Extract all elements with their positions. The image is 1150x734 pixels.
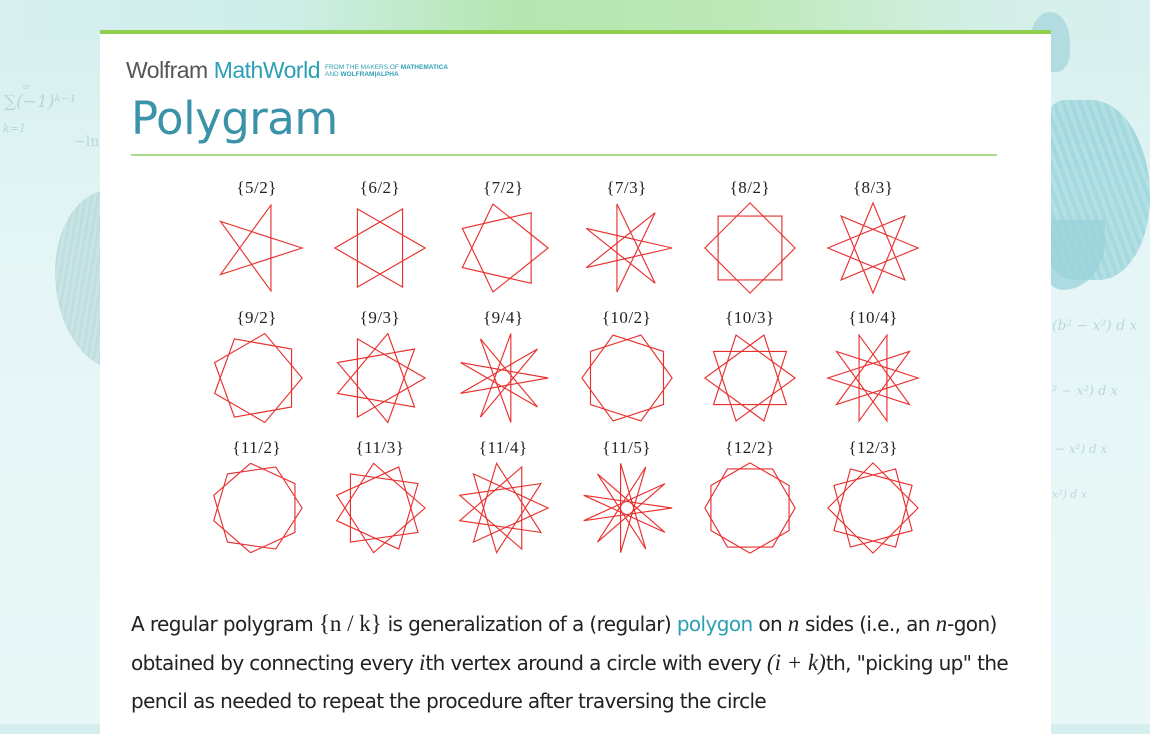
polygram-label: {8/2} xyxy=(729,178,771,197)
polygram-cell xyxy=(442,176,565,306)
polygram-label: {9/3} xyxy=(359,308,401,327)
tagline-prefix-2: AND xyxy=(324,70,341,78)
polygram-cell xyxy=(565,306,688,436)
text: is generalization of a (regular) xyxy=(381,612,677,636)
polygram-cell xyxy=(442,306,565,436)
polygram-label: {7/3} xyxy=(606,178,647,197)
polygram-star-icon xyxy=(825,460,921,556)
polygram-cell xyxy=(195,176,318,306)
polygram-star-icon xyxy=(209,330,305,426)
polygram-cell xyxy=(318,176,441,306)
polygram-label: {10/3} xyxy=(725,308,775,327)
polygram-star-icon xyxy=(825,200,921,296)
polygram-star-icon xyxy=(579,330,675,426)
polygram-label: {8/3} xyxy=(852,178,894,197)
polygram-label: {11/2} xyxy=(232,438,282,457)
polygram-star-icon xyxy=(455,200,551,296)
background-formula-right-1: (b² − x²) d x xyxy=(1052,318,1138,334)
polygram-cell xyxy=(811,436,934,566)
polygram-cell xyxy=(195,436,318,566)
polygram-star-icon xyxy=(332,330,428,426)
polygram-star-icon xyxy=(209,200,305,296)
background-formula-ln: −ln xyxy=(74,134,100,150)
polygram-star-icon xyxy=(825,330,921,426)
polygram-figure xyxy=(195,176,935,566)
polygram-label: {9/4} xyxy=(482,308,524,327)
polygram-cell xyxy=(688,306,811,436)
polygram-label: {11/5} xyxy=(602,438,651,457)
polygram-star-icon xyxy=(455,460,551,556)
polygram-star-icon xyxy=(702,330,798,426)
polygram-label: {5/2} xyxy=(236,178,277,197)
polygram-cell xyxy=(195,306,318,436)
logo-wolfram-text: Wolfram xyxy=(126,57,208,83)
polygram-star-icon xyxy=(702,460,798,556)
polygram-cell xyxy=(811,306,934,436)
logo-mathworld-text: MathWorld xyxy=(213,57,320,83)
background-formula-right-2: ² − x²) d x xyxy=(1052,384,1118,399)
polygram-label: {11/4} xyxy=(478,438,528,457)
math-n-over-k: {n / k} xyxy=(318,611,382,636)
polygram-cell xyxy=(442,436,565,566)
text: sides (i.e., an xyxy=(799,612,936,636)
polygram-label: {9/2} xyxy=(236,308,277,327)
polygram-label: {10/2} xyxy=(601,308,652,327)
polygram-label: {6/2} xyxy=(359,178,401,197)
background-formula-right-3: − x²) d x xyxy=(1055,442,1108,456)
content-card xyxy=(100,30,1051,734)
polygram-label: {12/2} xyxy=(725,438,775,457)
body-paragraph xyxy=(131,605,1011,721)
background-formula-left: ∑(−1)ᵏ⁻¹ xyxy=(4,92,77,112)
polygram-star-icon xyxy=(579,460,675,556)
background-formula-sub: k=1 xyxy=(3,122,26,135)
page-title: Polygram xyxy=(131,92,338,145)
tagline-mathematica: MATHEMATICA xyxy=(400,63,449,71)
polygram-label: {7/2} xyxy=(482,178,524,197)
text: th, "picking up" the pencil as needed to repeat the procedure after traversing the circle xyxy=(131,650,1009,713)
text: A regular polygram xyxy=(131,612,319,636)
polygram-cell xyxy=(318,306,441,436)
text: on xyxy=(752,612,788,636)
tagline-wolframalpha: WOLFRAM|ALPHA xyxy=(340,70,399,78)
polygram-cell xyxy=(318,436,441,566)
title-divider xyxy=(131,154,997,156)
background-formula-right-4: x²) d x xyxy=(1052,488,1088,501)
polygon-link[interactable]: polygon xyxy=(676,612,753,636)
math-i: i xyxy=(418,649,426,675)
polygram-cell xyxy=(688,436,811,566)
background-formula-sup: ∞ xyxy=(22,82,31,93)
site-logo[interactable] xyxy=(126,57,448,84)
polygram-label: {11/3} xyxy=(355,438,405,457)
polygram-cell xyxy=(811,176,934,306)
polygram-cell xyxy=(565,176,688,306)
text: th vertex around a circle with every xyxy=(425,650,767,675)
logo-tagline xyxy=(325,64,448,78)
tagline-prefix-1: FROM THE MAKERS OF xyxy=(324,63,401,71)
polygram-star-icon xyxy=(455,330,551,426)
text: -gon) obtained by connecting every xyxy=(131,612,997,675)
math-n: n xyxy=(935,611,948,636)
math-n: n xyxy=(787,611,800,636)
polygram-cell xyxy=(688,176,811,306)
polygram-star-icon xyxy=(209,460,305,556)
polygram-star-icon xyxy=(332,460,428,556)
polygram-cell xyxy=(565,436,688,566)
polygram-star-icon xyxy=(332,200,428,296)
math-i-plus-k: (i + k) xyxy=(766,649,826,675)
polygram-label: {10/4} xyxy=(848,308,898,327)
polygram-label: {12/3} xyxy=(848,438,898,457)
polygram-star-icon xyxy=(579,200,675,296)
polygram-star-icon xyxy=(702,200,798,296)
